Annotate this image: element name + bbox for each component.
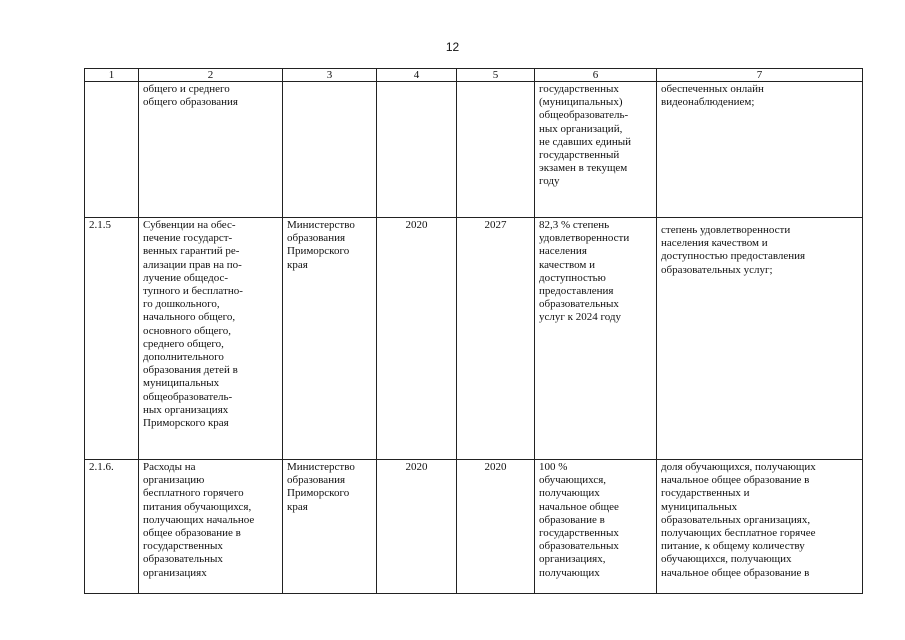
table-cell: общего и среднего общего образования xyxy=(139,82,283,218)
table-row xyxy=(85,460,863,594)
column-header: 5 xyxy=(457,69,535,82)
table-cell: Министерство образования Приморского края xyxy=(283,460,377,594)
table-cell: государственных (муниципальных) общеобразователь- ных организаций, не сдавших единый государственный экзамен в текущем году xyxy=(535,82,657,218)
table-cell: 2020 xyxy=(377,460,457,594)
table-row xyxy=(85,218,863,460)
table-cell xyxy=(85,82,139,218)
table-row xyxy=(85,82,863,218)
column-header: 1 xyxy=(85,69,139,82)
table-cell: доля обучающихся, получающих начальное общее образование в государственных и муниципальных образовательных организациях, получающих бесплатное горячее питание, к общему количеству обучающихся, получающих начальное общее образование в xyxy=(657,460,863,594)
table-cell: 2027 xyxy=(457,218,535,460)
table-cell: 2020 xyxy=(457,460,535,594)
header-row xyxy=(85,69,863,82)
table-cell: 100 % обучающихся, получающих начальное общее образование в государственных образовательных организациях, получающих xyxy=(535,460,657,594)
column-header: 7 xyxy=(657,69,863,82)
table-cell: обеспеченных онлайн видеонаблюдением; xyxy=(657,82,863,218)
column-header: 3 xyxy=(283,69,377,82)
table-cell: Министерство образования Приморского края xyxy=(283,218,377,460)
page-number: 12 xyxy=(445,40,460,54)
table-cell xyxy=(377,82,457,218)
table-cell xyxy=(457,82,535,218)
table-cell: 2.1.5 xyxy=(85,218,139,460)
table-cell: степень удовлетворенности населения качеством и доступностью предоставления образовательных услуг; xyxy=(657,218,863,460)
column-header: 4 xyxy=(377,69,457,82)
table-cell xyxy=(283,82,377,218)
table-cell: Расходы на организацию бесплатного горячего питания обучающихся, получающих начальное общее образование в государственных образовательных организациях xyxy=(139,460,283,594)
program-table xyxy=(84,68,863,594)
table-cell: Субвенции на обес- печение государст- венных гарантий ре- ализации прав на по- лучение общедос- тупного и бесплатно- го дошкольного, начального общего, основного общего, среднего общего, дополнительного образования детей в муниципальных общеобразователь- ных организациях Приморского края xyxy=(139,218,283,460)
table-cell: 82,3 % степень удовлетворенности населения качеством и доступностью предоставления образовательных услуг к 2024 году xyxy=(535,218,657,460)
column-header: 6 xyxy=(535,69,657,82)
table-cell: 2.1.6. xyxy=(85,460,139,594)
table-cell: 2020 xyxy=(377,218,457,460)
column-header: 2 xyxy=(139,69,283,82)
